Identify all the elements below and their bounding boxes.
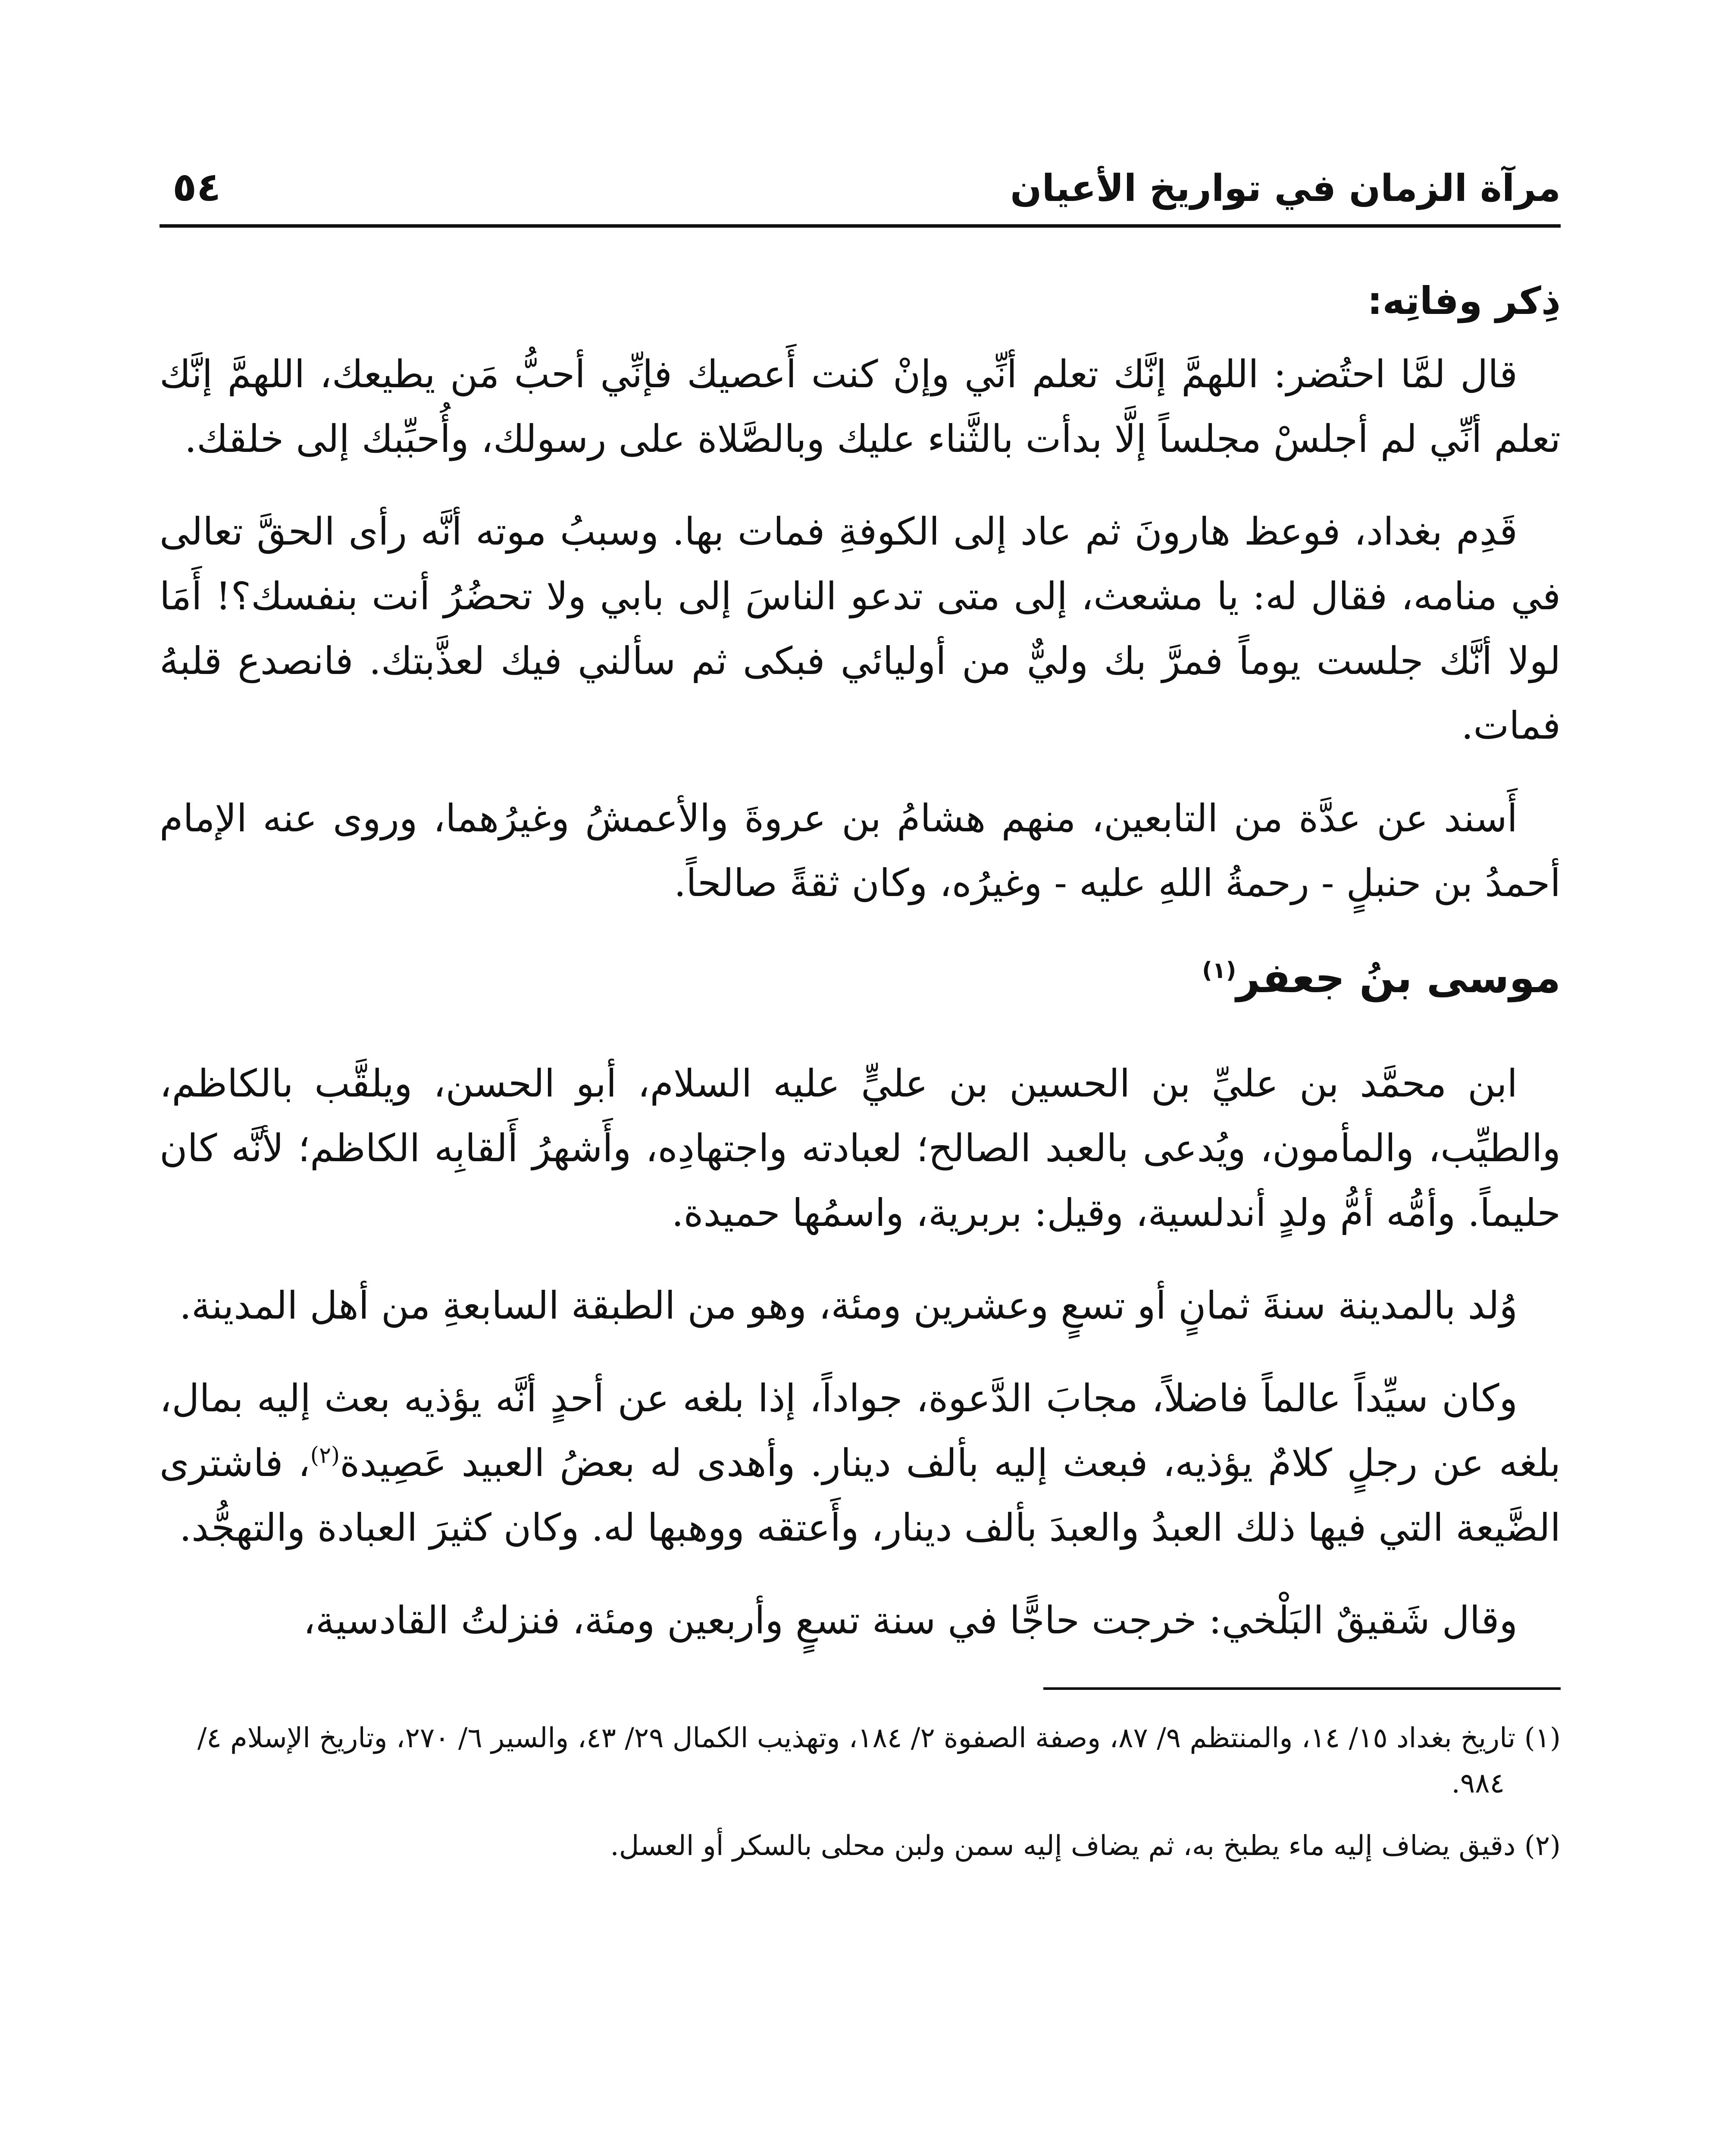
- paragraph: وقال شَقيقٌ البَلْخي: خرجت حاجًّا في سنة تسعٍ وأربعين ومئة، فنزلتُ القادسية،: [303, 1598, 1518, 1642]
- page-header: [160, 112, 1561, 228]
- biography-title: [160, 943, 1561, 1012]
- main-text: [160, 269, 1561, 1653]
- section-heading: ذِكر وفاتِه:: [1367, 279, 1561, 323]
- footnote-marker: (١): [1202, 958, 1236, 984]
- paragraph-text: ، فاشترى الضَّيعة التي فيها ذلك العبدُ والعبدَ بألف دينار، وأَعتقه ووهبها له. وكان كثيرَ العبادة والتهجُّد.: [160, 1441, 1561, 1550]
- footnote: (٢) دقيق يضاف إليه ماء يطبخ به، ثم يضاف إليه سمن ولبن محلى بالسكر أو العسل.: [610, 1830, 1561, 1862]
- biography-name: موسى بنُ جعفر: [1236, 954, 1561, 1002]
- page-number: ٥٤: [172, 164, 221, 210]
- footnote-marker: (٢): [310, 1442, 340, 1469]
- footnote-divider: [1043, 1687, 1561, 1690]
- running-title: مرآة الزمان في تواريخ الأعيان: [1010, 167, 1561, 210]
- paragraph: أَسند عن عدَّة من التابعين، منهم هشامُ بن عروةَ والأعمشُ وغيرُهما، وروى عنه الإمام أحمدُ بن حنبلٍ - رحمةُ اللهِ عليه - وغيرُه، وكان ثقةً صالحاً.: [160, 796, 1561, 905]
- paragraph: [160, 1366, 1561, 1560]
- footnote: (١) تاريخ بغداد ١٥/ ١٤، والمنتظم ٩/ ٨٧، وصفة الصفوة ٢/ ١٨٤، وتهذيب الكمال ٢٩/ ٤٣، والسير ٦/ ٢٧٠، وتاريخ الإسلام ٤/ ٩٨٤.: [197, 1722, 1561, 1799]
- paragraph: قال لمَّا احتُضر: اللهمَّ إنَّك تعلم أنِّي وإنْ كنت أَعصيك فإنِّي أحبُّ مَن يطيعك، اللهمَّ إنَّك تعلم أنِّي لم أجلسْ مجلساً إلَّا بدأت بالثَّناء عليك وبالصَّلاة على رسولك، وأُحبِّبك إلى خلقك.: [160, 352, 1561, 461]
- paragraph: وُلد بالمدينة سنةَ ثمانٍ أو تسعٍ وعشرين ومئة، وهو من الطبقة السابعةِ من أهل المدينة.: [179, 1283, 1518, 1328]
- footnotes: [160, 1716, 1561, 1869]
- book-page: [160, 112, 1561, 2156]
- paragraph: قَدِم بغداد، فوعظ هارونَ ثم عاد إلى الكوفةِ فمات بها. وسببُ موته أنَّه رأى الحقَّ تعالى في منامه، فقال له: يا مشعث، إلى متى تدعو الناسَ إلى بابي ولا تحضُرُ أنت بنفسك؟! أَمَا لولا أنَّك جلست يوماً فمرَّ بك وليٌّ من أوليائي فبكى ثم سألني فيك لعذَّبتك. فانصدع قلبهُ فمات.: [160, 509, 1561, 748]
- paragraph: ابن محمَّد بن عليِّ بن الحسين بن عليٍّ عليه السلام، أبو الحسن، ويلقَّب بالكاظم، والطيِّب، والمأمون، ويُدعى بالعبد الصالح؛ لعبادته واجتهادِه، وأَشهرُ أَلقابِه الكاظم؛ لأنَّه كان حليماً. وأمُّه أمُّ ولدٍ أندلسية، وقيل: بربرية، واسمُها حميدة.: [160, 1061, 1561, 1235]
- paragraph-text: وكان سيِّداً عالماً فاضلاً، مجابَ الدَّعوة، جواداً، إذا بلغه عن أحدٍ أنَّه يؤذيه بعث إليه بمال، بلغه عن رجلٍ كلامٌ يؤذيه، فبعث إليه بألف دينار. وأهدى له بعضُ العبيد عَصِيدة: [160, 1376, 1561, 1485]
